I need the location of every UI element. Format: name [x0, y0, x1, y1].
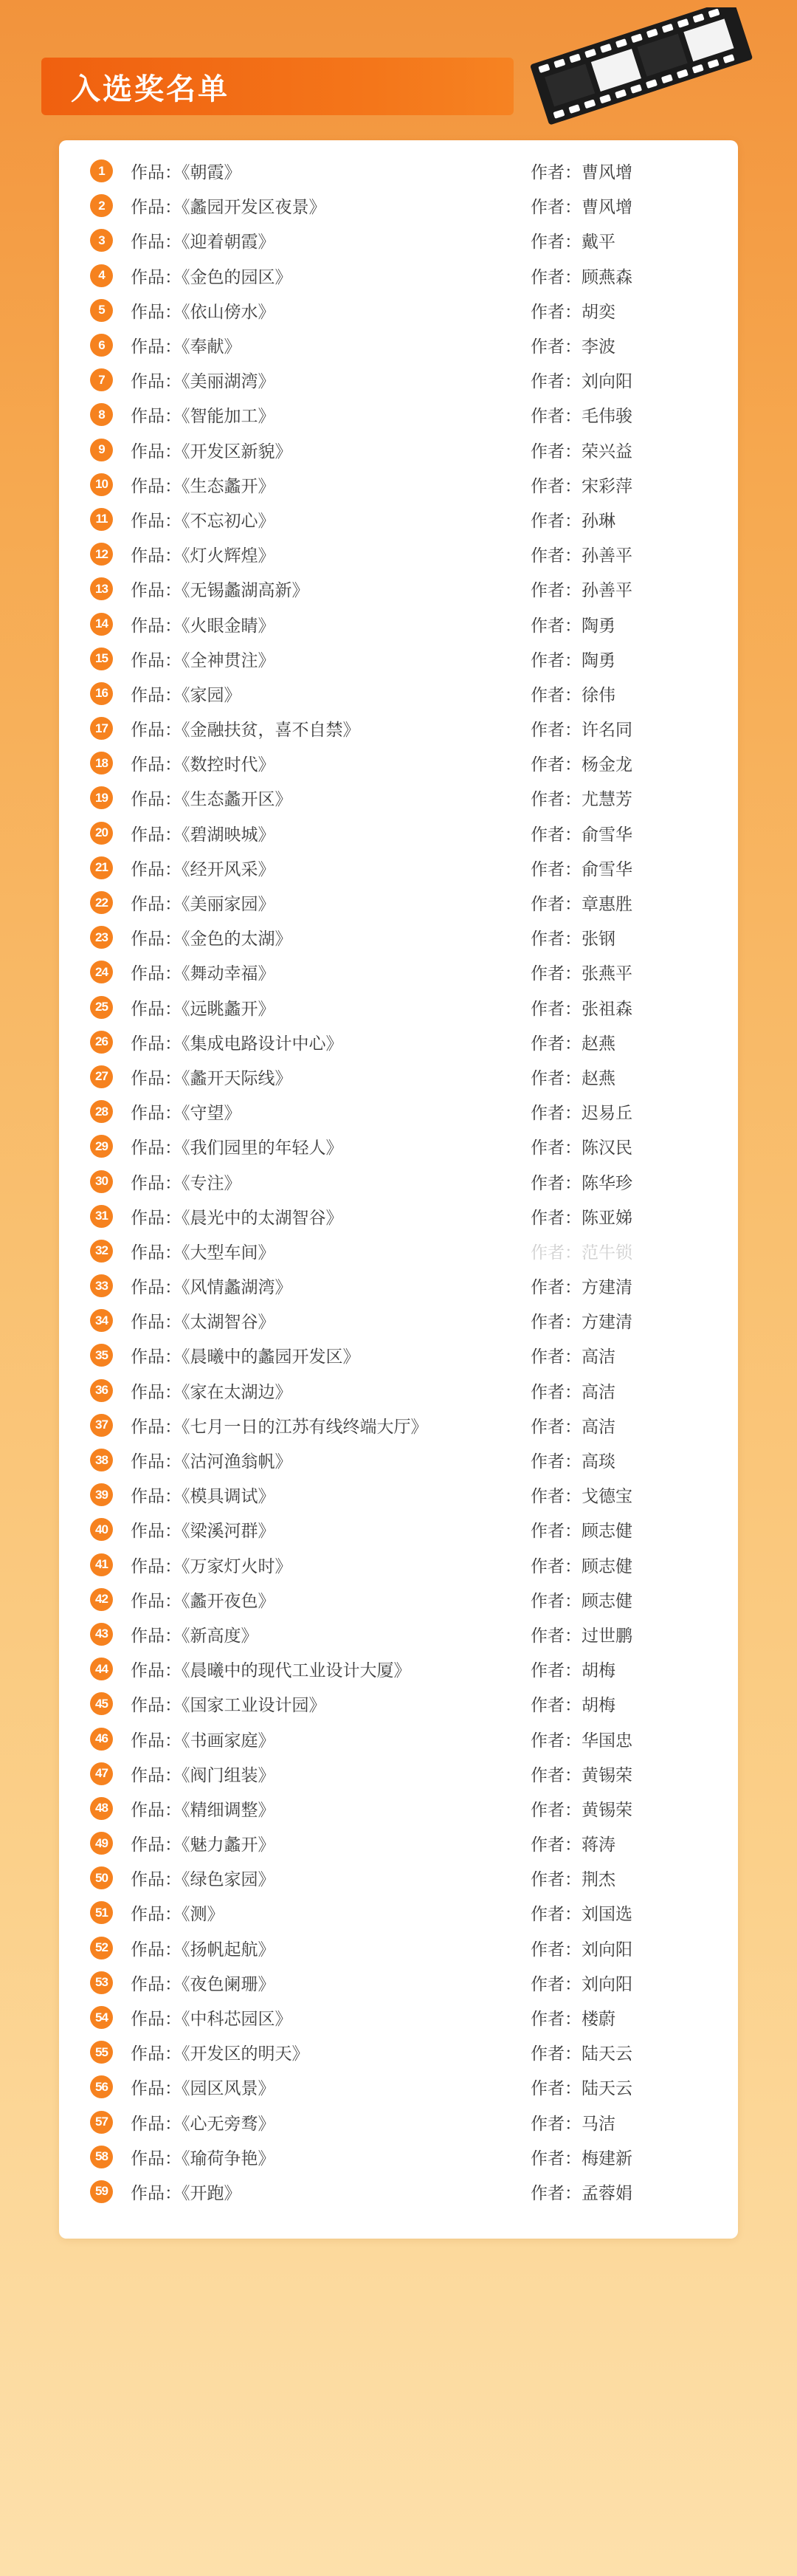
work-title: 作品：《金融扶贫，喜不自禁》 [131, 720, 360, 740]
work-title: 作品：《开发区的明天》 [131, 2044, 309, 2064]
rank-badge: 5 [90, 299, 113, 322]
author-name: 作者：杨金龙 [531, 755, 632, 774]
table-row [59, 188, 738, 223]
award-list [59, 154, 738, 2209]
author-name: 作者：刘向阳 [531, 371, 632, 391]
author-name: 作者：赵燕 [531, 1068, 615, 1088]
table-row [59, 990, 738, 1025]
rank-badge: 19 [90, 786, 113, 809]
work-title: 作品：《模具调试》 [131, 1486, 275, 1506]
table-row [59, 780, 738, 815]
rank-badge: 37 [90, 1414, 113, 1437]
author-name: 作者：蒋涛 [531, 1835, 615, 1855]
table-row [59, 1164, 738, 1198]
work-title: 作品：《金色的园区》 [131, 267, 292, 286]
table-row [59, 2035, 738, 2070]
author-name: 作者：顾志健 [531, 1590, 632, 1610]
rank-badge: 54 [90, 2006, 113, 2029]
work-title: 作品：《依山傍水》 [131, 301, 275, 321]
table-row [59, 606, 738, 641]
table-row [59, 1512, 738, 1547]
author-name: 作者：高琰 [531, 1452, 615, 1471]
rank-badge: 2 [90, 194, 113, 217]
rank-badge: 17 [90, 717, 113, 740]
work-title: 作品：《数控时代》 [131, 755, 275, 774]
author-name: 作者：刘向阳 [531, 1939, 632, 1959]
work-title: 作品：《园区风景》 [131, 2078, 275, 2098]
rank-badge: 8 [90, 403, 113, 426]
author-name: 作者：陆天云 [531, 2044, 632, 2064]
table-row [59, 1373, 738, 1408]
work-title: 作品：《智能加工》 [131, 406, 275, 426]
author-name: 作者：黄锡荣 [531, 1765, 632, 1785]
author-name: 作者：荣兴益 [531, 441, 632, 461]
rank-badge: 25 [90, 996, 113, 1019]
table-row [59, 676, 738, 711]
work-title: 作品：《扬帆起航》 [131, 1939, 275, 1959]
work-title: 作品：《测》 [131, 1904, 224, 1924]
rank-badge: 26 [90, 1031, 113, 1054]
work-title: 作品：《美丽家园》 [131, 894, 275, 914]
work-title: 作品：《不忘初心》 [131, 510, 275, 530]
table-row [59, 816, 738, 851]
table-row [59, 1548, 738, 1582]
author-name: 作者：戈德宝 [531, 1486, 632, 1506]
author-name: 作者：方建清 [531, 1312, 632, 1332]
rank-badge: 51 [90, 1901, 113, 1924]
author-name: 作者：黄锡荣 [531, 1799, 632, 1819]
rank-badge: 6 [90, 334, 113, 357]
work-title: 作品：《梁溪河群》 [131, 1521, 275, 1541]
rank-badge: 36 [90, 1379, 113, 1402]
table-row [59, 1652, 738, 1686]
author-name: 作者：孙琳 [531, 510, 615, 530]
author-name: 作者：许名同 [531, 720, 632, 740]
table-row [59, 328, 738, 363]
table-row [59, 397, 738, 432]
page-title-bar [41, 58, 514, 115]
table-row [59, 1199, 738, 1234]
rank-badge: 47 [90, 1762, 113, 1785]
table-row [59, 1129, 738, 1164]
rank-badge: 27 [90, 1065, 113, 1088]
author-name: 作者：李波 [531, 337, 615, 357]
author-name: 作者：赵燕 [531, 1033, 615, 1053]
rank-badge: 53 [90, 1971, 113, 1994]
table-row [59, 1861, 738, 1895]
rank-badge: 21 [90, 856, 113, 879]
rank-badge: 58 [90, 2146, 113, 2168]
rank-badge: 14 [90, 613, 113, 636]
rank-badge: 42 [90, 1588, 113, 1611]
table-row [59, 746, 738, 780]
table-row [59, 223, 738, 258]
rank-badge: 13 [90, 577, 113, 600]
work-title: 作品：《晨曦中的蠡园开发区》 [131, 1347, 360, 1367]
work-title: 作品：《家在太湖边》 [131, 1381, 292, 1401]
author-name: 作者：曹风增 [531, 162, 632, 182]
author-name: 作者：胡梅 [531, 1695, 615, 1715]
rank-badge: 33 [90, 1274, 113, 1297]
rank-badge: 28 [90, 1100, 113, 1123]
rank-badge: 31 [90, 1205, 113, 1228]
work-title: 作品：《晨光中的太湖智谷》 [131, 1207, 343, 1227]
table-row [59, 2000, 738, 2035]
author-name: 作者：张燕平 [531, 964, 632, 983]
table-row [59, 2070, 738, 2104]
author-name: 作者：俞雪华 [531, 824, 632, 844]
author-name: 作者：范牛锁 [531, 1242, 632, 1262]
work-title: 作品：《美丽湖湾》 [131, 371, 275, 391]
work-title: 作品：《中科芯园区》 [131, 2009, 292, 2029]
table-row [59, 1443, 738, 1477]
rank-badge: 24 [90, 961, 113, 983]
author-name: 作者：章惠胜 [531, 894, 632, 914]
work-title: 作品：《阀门组装》 [131, 1765, 275, 1785]
author-name: 作者：顾志健 [531, 1556, 632, 1576]
rank-badge: 41 [90, 1553, 113, 1576]
author-name: 作者：胡奕 [531, 301, 615, 321]
author-name: 作者：高洁 [531, 1347, 615, 1367]
table-row [59, 1582, 738, 1617]
author-name: 作者：陶勇 [531, 650, 615, 670]
rank-badge: 56 [90, 2075, 113, 2098]
work-title: 作品：《碧湖映城》 [131, 824, 275, 844]
rank-badge: 7 [90, 368, 113, 391]
rank-badge: 55 [90, 2041, 113, 2064]
table-row [59, 2174, 738, 2209]
author-name: 作者：马洁 [531, 2113, 615, 2133]
work-title: 作品：《集成电路设计中心》 [131, 1033, 343, 1053]
work-title: 作品：《书画家庭》 [131, 1730, 275, 1750]
author-name: 作者：高洁 [531, 1416, 615, 1436]
work-title: 作品：《灯火辉煌》 [131, 546, 275, 566]
work-title: 作品：《心无旁骛》 [131, 2113, 275, 2133]
author-name: 作者：顾燕森 [531, 267, 632, 286]
work-title: 作品：《迎着朝霞》 [131, 232, 275, 252]
work-title: 作品：《魅力蠡开》 [131, 1835, 275, 1855]
table-row [59, 2105, 738, 2140]
author-name: 作者：尤慧芳 [531, 789, 632, 809]
table-row [59, 1721, 738, 1756]
rank-badge: 16 [90, 682, 113, 705]
table-row [59, 1303, 738, 1338]
author-name: 作者：陆天云 [531, 2078, 632, 2098]
table-row [59, 1686, 738, 1721]
table-row [59, 1756, 738, 1791]
author-name: 作者：刘国选 [531, 1904, 632, 1924]
table-row [59, 433, 738, 467]
table-row [59, 1931, 738, 1965]
rank-badge: 30 [90, 1170, 113, 1193]
table-row [59, 1338, 738, 1373]
rank-badge: 9 [90, 439, 113, 461]
work-title: 作品：《我们园里的年轻人》 [131, 1138, 343, 1158]
author-name: 作者：孟蓉娟 [531, 2182, 632, 2202]
author-name: 作者：孙善平 [531, 580, 632, 600]
rank-badge: 18 [90, 752, 113, 774]
work-title: 作品：《奉献》 [131, 337, 241, 357]
author-name: 作者：陶勇 [531, 615, 615, 635]
author-name: 作者：陈汉民 [531, 1138, 632, 1158]
work-title: 作品：《晨曦中的现代工业设计大厦》 [131, 1660, 411, 1680]
page-title: 入选奖名单 [71, 72, 230, 106]
table-row [59, 502, 738, 537]
table-row [59, 642, 738, 676]
work-title: 作品：《大型车间》 [131, 1242, 275, 1262]
table-row [59, 1268, 738, 1303]
work-title: 作品：《精细调整》 [131, 1799, 275, 1819]
table-row [59, 363, 738, 397]
table-row [59, 1965, 738, 2000]
author-name: 作者：张钢 [531, 929, 615, 949]
author-name: 作者：过世鹏 [531, 1625, 632, 1645]
author-name: 作者：宋彩萍 [531, 475, 632, 495]
rank-badge: 12 [90, 543, 113, 566]
rank-badge: 59 [90, 2180, 113, 2203]
rank-badge: 45 [90, 1692, 113, 1715]
table-row [59, 154, 738, 188]
author-name: 作者：毛伟骏 [531, 406, 632, 426]
work-title: 作品：《新高度》 [131, 1625, 258, 1645]
work-title: 作品：《专注》 [131, 1172, 241, 1192]
author-name: 作者：迟易丘 [531, 1103, 632, 1123]
work-title: 作品：《朝霞》 [131, 162, 241, 182]
table-row [59, 711, 738, 746]
author-name: 作者：胡梅 [531, 1660, 615, 1680]
work-title: 作品：《万家灯火时》 [131, 1556, 292, 1576]
author-name: 作者：张祖森 [531, 998, 632, 1018]
rank-badge: 49 [90, 1832, 113, 1855]
table-row [59, 1025, 738, 1059]
rank-badge: 11 [90, 508, 113, 531]
work-title: 作品：《开发区新貌》 [131, 441, 292, 461]
table-row [59, 1617, 738, 1652]
work-title: 作品：《火眼金睛》 [131, 615, 275, 635]
rank-badge: 20 [90, 822, 113, 845]
work-title: 作品：《太湖智谷》 [131, 1312, 275, 1332]
rank-badge: 29 [90, 1135, 113, 1158]
table-row [59, 1094, 738, 1129]
rank-badge: 1 [90, 159, 113, 182]
author-name: 作者：陈亚娣 [531, 1207, 632, 1227]
work-title: 作品：《蠡开夜色》 [131, 1590, 275, 1610]
work-title: 作品：《沽河渔翁帆》 [131, 1452, 292, 1471]
rank-badge: 4 [90, 264, 113, 287]
work-title: 作品：《生态蠡开》 [131, 475, 275, 495]
filmstrip-icon [517, 7, 775, 144]
author-name: 作者：华国忠 [531, 1730, 632, 1750]
rank-badge: 22 [90, 891, 113, 914]
rank-badge: 23 [90, 926, 113, 949]
rank-badge: 35 [90, 1344, 113, 1367]
author-name: 作者：顾志健 [531, 1521, 632, 1541]
rank-badge: 46 [90, 1728, 113, 1751]
table-row [59, 885, 738, 920]
work-title: 作品：《绿色家园》 [131, 1869, 275, 1889]
author-name: 作者：楼蔚 [531, 2009, 615, 2029]
table-row [59, 851, 738, 885]
table-row [59, 2140, 738, 2174]
work-title: 作品：《瑜荷争艳》 [131, 2148, 275, 2168]
table-row [59, 571, 738, 606]
work-title: 作品：《生态蠡开区》 [131, 789, 292, 809]
author-name: 作者：梅建新 [531, 2148, 632, 2168]
rank-badge: 52 [90, 1937, 113, 1960]
table-row [59, 1477, 738, 1512]
author-name: 作者：方建清 [531, 1277, 632, 1297]
author-name: 作者：俞雪华 [531, 859, 632, 879]
rank-badge: 50 [90, 1866, 113, 1889]
author-name: 作者：荆杰 [531, 1869, 615, 1889]
author-name: 作者：刘向阳 [531, 1974, 632, 1993]
table-row [59, 1408, 738, 1443]
work-title: 作品：《蠡园开发区夜景》 [131, 197, 326, 217]
work-title: 作品：《风情蠡湖湾》 [131, 1277, 292, 1297]
table-row [59, 537, 738, 571]
work-title: 作品：《无锡蠡湖高新》 [131, 580, 309, 600]
rank-badge: 44 [90, 1658, 113, 1680]
award-list-card [59, 140, 738, 2239]
author-name: 作者：戴平 [531, 232, 615, 252]
table-row [59, 258, 738, 293]
rank-badge: 48 [90, 1797, 113, 1820]
rank-badge: 15 [90, 648, 113, 670]
table-row [59, 955, 738, 989]
table-row [59, 1791, 738, 1826]
table-row [59, 920, 738, 955]
rank-badge: 34 [90, 1309, 113, 1332]
author-name: 作者：孙善平 [531, 546, 632, 566]
work-title: 作品：《蠡开天际线》 [131, 1068, 292, 1088]
work-title: 作品：《经开风采》 [131, 859, 275, 879]
work-title: 作品：《全神贯注》 [131, 650, 275, 670]
rank-badge: 43 [90, 1623, 113, 1646]
author-name: 作者：曹风增 [531, 197, 632, 217]
rank-badge: 57 [90, 2111, 113, 2134]
table-row [59, 1234, 738, 1268]
work-title: 作品：《国家工业设计园》 [131, 1695, 326, 1715]
table-row [59, 1059, 738, 1094]
work-title: 作品：《开跑》 [131, 2182, 241, 2202]
work-title: 作品：《远眺蠡开》 [131, 998, 275, 1018]
table-row [59, 1895, 738, 1930]
work-title: 作品：《金色的太湖》 [131, 929, 292, 949]
work-title: 作品：《舞动幸福》 [131, 964, 275, 983]
rank-badge: 32 [90, 1240, 113, 1263]
rank-badge: 40 [90, 1518, 113, 1541]
table-row [59, 1826, 738, 1861]
rank-badge: 38 [90, 1449, 113, 1471]
author-name: 作者：高洁 [531, 1381, 615, 1401]
author-name: 作者：陈华珍 [531, 1172, 632, 1192]
page-header [0, 0, 797, 140]
work-title: 作品：《七月一日的江苏有线终端大厅》 [131, 1416, 428, 1436]
rank-badge: 10 [90, 473, 113, 496]
table-row [59, 467, 738, 502]
rank-badge: 3 [90, 229, 113, 252]
work-title: 作品：《夜色阑珊》 [131, 1974, 275, 1993]
author-name: 作者：徐伟 [531, 684, 615, 704]
table-row [59, 293, 738, 328]
work-title: 作品：《家园》 [131, 684, 241, 704]
rank-badge: 39 [90, 1483, 113, 1506]
work-title: 作品：《守望》 [131, 1103, 241, 1123]
